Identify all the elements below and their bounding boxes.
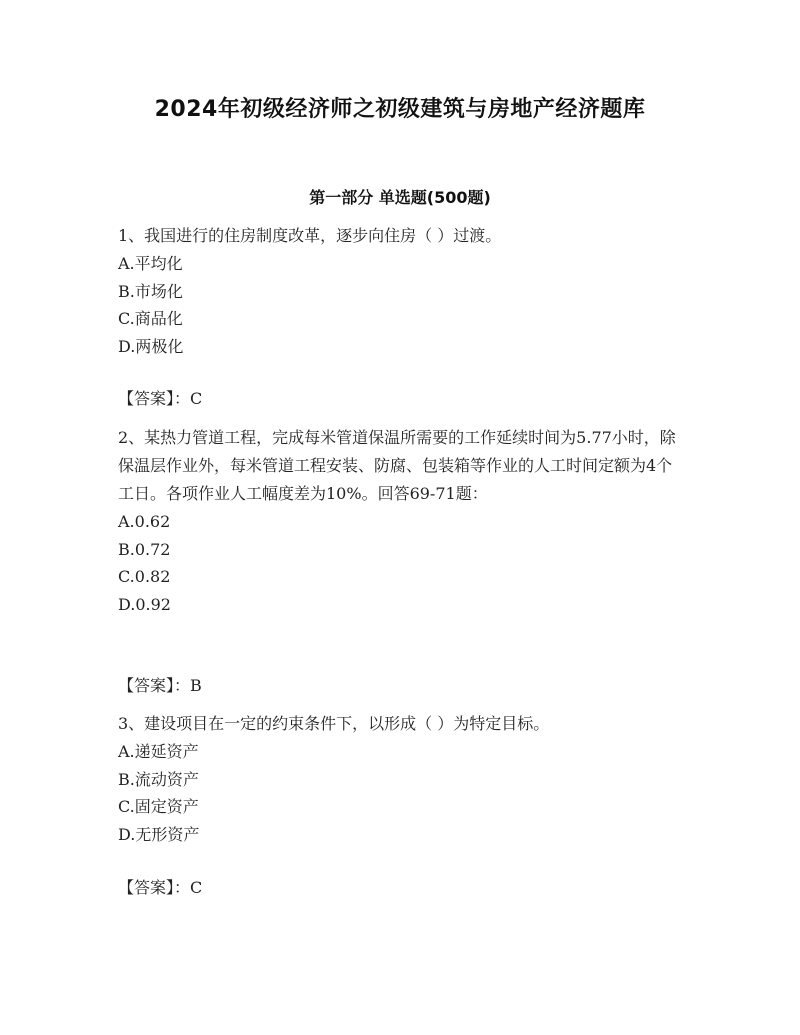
option-a: A.0.62 [118, 512, 171, 531]
option-c: C.0.82 [118, 567, 171, 586]
question-2 [118, 424, 688, 618]
option-b: B.0.72 [118, 539, 171, 559]
answer-1 [118, 385, 202, 413]
option-d: D.两极化 [118, 336, 184, 356]
option-a: A.平均化 [118, 254, 183, 273]
answer-label: 【答案】： [118, 676, 191, 695]
question-stem: 2、某热力管道工程，完成每米管道保温所需要的工作延续时间为5.77小时，除保温层作业外，每米管道工程安装、防腐、包装箱等作业的人工时间定额为4个工日。各项作业人工幅度差为10%。回答69-71题： [118, 428, 676, 503]
document-title: 2024年初级经济师之初级建筑与房地产经济题库 [154, 97, 646, 122]
answer-3 [118, 874, 202, 902]
option-d: D.无形资产 [118, 824, 200, 844]
answer-value: C [190, 389, 203, 408]
option-b: B.市场化 [118, 281, 183, 301]
question-1 [118, 222, 688, 360]
option-c: C.商品化 [118, 309, 183, 328]
question-3 [118, 710, 688, 848]
answer-value: C [190, 878, 203, 897]
option-a: A.递延资产 [118, 742, 199, 761]
option-b: B.流动资产 [118, 769, 199, 789]
answer-label: 【答案】： [118, 389, 191, 408]
answer-value: B [190, 676, 202, 695]
answer-2 [118, 672, 202, 700]
option-d: D.0.92 [118, 594, 171, 614]
question-stem: 1、我国进行的住房制度改革，逐步向住房（ ）过渡。 [118, 226, 502, 245]
section-heading: 第一部分 单选题(500题) [309, 188, 491, 207]
question-stem: 3、建设项目在一定的约束条件下，以形成（ ）为特定目标。 [118, 714, 550, 733]
option-c: C.固定资产 [118, 797, 199, 816]
answer-label: 【答案】： [118, 878, 191, 897]
